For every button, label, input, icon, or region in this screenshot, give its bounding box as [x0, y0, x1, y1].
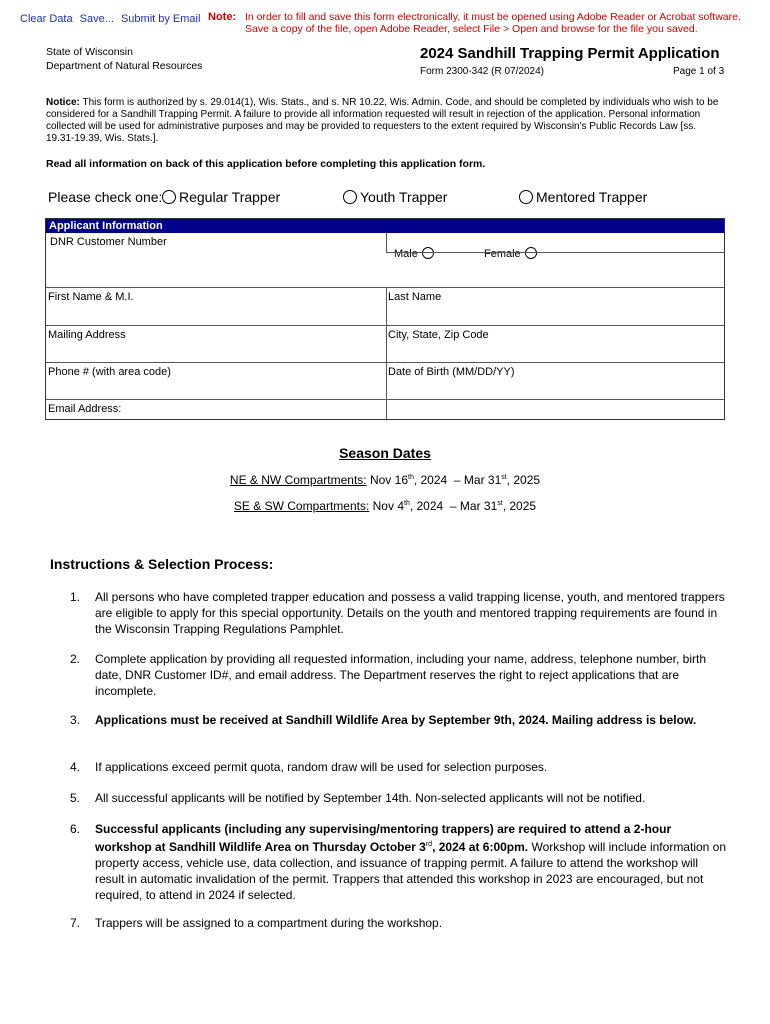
season-dates-title: Season Dates	[339, 445, 431, 461]
item6-sup: rd	[425, 841, 433, 848]
se-start-year: , 2024	[409, 499, 444, 513]
city-state-zip-label: City, State, Zip Code	[388, 329, 489, 341]
item6-bold-1: Successful applicants (including any supervising/mentoring trappers) are required to attend a 2-hour workshop at Sandhill Wildlife Area on Thursday October 3	[95, 822, 672, 854]
se-sep: – Mar 31	[449, 499, 498, 513]
dnr-customer-number-field[interactable]	[46, 233, 386, 288]
youth-trapper-label: Youth Trapper	[360, 189, 448, 205]
female-label: Female	[484, 248, 521, 260]
radio-circle-icon[interactable]	[519, 190, 533, 204]
ne-start-year: , 2024	[413, 473, 448, 487]
radio-circle-icon[interactable]	[343, 190, 357, 204]
department-name: Department of Natural Resources	[46, 60, 203, 72]
applicant-section-header: Applicant Information	[46, 219, 724, 233]
item-text: All successful applicants will be notified by September 14th. Non-selected applicants will not be notified.	[95, 791, 646, 805]
list-item	[70, 821, 730, 903]
ne-nw-season	[0, 473, 770, 487]
list-item	[70, 651, 730, 699]
page-title: 2024 Sandhill Trapping Permit Application	[420, 45, 720, 62]
item-number: 5.	[70, 791, 81, 805]
notice-label: Notice:	[46, 97, 80, 108]
note-line-1: In order to fill and save this form electronically, it must be opened using Adobe Reader or Acrobat software.	[245, 11, 741, 23]
list-item	[70, 759, 730, 775]
clear-data-button[interactable]: Clear Data	[20, 13, 73, 25]
email-label: Email Address:	[48, 403, 122, 415]
form-number: Form 2300-342 (R 07/2024)	[420, 66, 544, 77]
item-text: Trappers will be assigned to a compartment during the workshop.	[95, 916, 443, 930]
ne-end-year: , 2025	[506, 473, 541, 487]
item-text	[95, 821, 730, 903]
se-start-sup: th	[404, 500, 410, 507]
submit-email-button[interactable]: Submit by Email	[120, 13, 201, 25]
form-toolbar	[20, 13, 204, 25]
mailing-address-label: Mailing Address	[48, 329, 126, 341]
first-name-label: First Name & M.I.	[48, 291, 134, 303]
instructions-title: Instructions & Selection Process:	[50, 556, 274, 572]
se-end-sup: st	[497, 500, 503, 507]
item-number: 2.	[70, 652, 81, 666]
note-label: Note:	[208, 11, 237, 23]
email-field[interactable]	[46, 400, 386, 419]
item-number: 6.	[70, 822, 81, 836]
page-number: Page 1 of 3	[673, 66, 725, 77]
ne-sep: – Mar 31	[453, 473, 502, 487]
agency-block	[46, 45, 202, 73]
note-text	[245, 11, 765, 35]
mentored-trapper-option[interactable]	[519, 189, 647, 205]
list-item	[70, 589, 730, 637]
last-name-field[interactable]	[386, 288, 725, 326]
item-number: 3.	[70, 713, 81, 727]
item-text: Complete application by providing all requested information, including your name, address, telephone number, birth date, DNR Customer ID#, and email address. The Department reserves the right to reject applications that are incomplete.	[95, 652, 707, 698]
item-number: 1.	[70, 590, 81, 604]
phone-field[interactable]	[46, 363, 386, 400]
youth-trapper-option[interactable]	[343, 189, 447, 205]
trapper-type-selection	[48, 189, 748, 207]
se-sw-season	[0, 499, 770, 513]
regular-trapper-label: Regular Trapper	[179, 189, 281, 205]
item-number: 7.	[70, 916, 81, 930]
notice-paragraph	[46, 97, 726, 145]
read-all-instruction: Read all information on back of this application before completing this application form.	[46, 158, 486, 170]
dnr-customer-number-label: DNR Customer Number	[50, 236, 167, 248]
ne-nw-label: NE & NW Compartments:	[229, 473, 367, 487]
phone-label: Phone # (with area code)	[48, 366, 171, 378]
first-name-field[interactable]	[46, 288, 386, 326]
column-divider	[386, 288, 387, 419]
list-item	[70, 915, 730, 931]
male-label: Male	[394, 248, 418, 260]
city-state-zip-field[interactable]	[386, 326, 725, 363]
list-item	[70, 712, 730, 728]
radio-circle-icon[interactable]	[162, 190, 176, 204]
se-start: Nov 4	[372, 499, 404, 513]
item6-bold-2: , 2024 at 6:00pm.	[432, 840, 529, 854]
regular-trapper-option[interactable]	[162, 189, 280, 205]
date-of-birth-field[interactable]	[386, 363, 725, 400]
date-of-birth-label: Date of Birth (MM/DD/YY)	[388, 366, 515, 378]
list-item	[70, 790, 730, 806]
mailing-address-field[interactable]	[46, 326, 386, 363]
se-end-year: , 2025	[502, 499, 537, 513]
applicant-information-section	[45, 218, 725, 420]
ne-end-sup: st	[501, 474, 507, 481]
item-text: If applications exceed permit quota, random draw will be used for selection purposes.	[95, 760, 548, 774]
check-one-label: Please check one:	[48, 189, 163, 205]
gender-divider	[386, 233, 725, 253]
email-extra-field[interactable]	[386, 400, 725, 419]
ne-start-sup: th	[408, 474, 414, 481]
item6-rest: Workshop will include information on property access, vehicle use, data collection, and issuance of trapping permit. A failure to attend the workshop will result in automatic invalidation of the permit. Trappers that attended this workshop in 2023 are encouraged, but not required, to attend in 2024 if selected.	[95, 840, 727, 902]
mentored-trapper-label: Mentored Trapper	[536, 189, 648, 205]
state-name: State of Wisconsin	[46, 46, 133, 58]
last-name-label: Last Name	[388, 291, 442, 303]
save-button[interactable]: Save...	[79, 13, 114, 25]
note-line-2: Save a copy of the file, open Adobe Reader, select File > Open and browse for the file you saved.	[245, 23, 698, 35]
notice-text: This form is authorized by s. 29.014(1), Wis. Stats., and s. NR 10.22, Wis. Admin. Code, and should be completed by individuals who wish to be considered for a Sandhill Trapping Permit. A failure to provide all information requested will result in rejection of the application. Personal information collected will be used for administrative purposes and may be provided to requesters to the extent required by Wisconsin's Public Records Law [ss. 19.31-19.39, Wis. Stats.].	[46, 97, 719, 144]
item-number: 4.	[70, 760, 81, 774]
se-sw-label: SE & SW Compartments:	[233, 499, 370, 513]
ne-start: Nov 16	[369, 473, 408, 487]
item-text: All persons who have completed trapper education and possess a valid trapping license, youth, and mentored trappers are eligible to apply for this special opportunity. Details on the youth and mentored trapping requirements are found in the Wisconsin Trapping Regulations Pamphlet.	[95, 590, 725, 636]
item-text: Applications must be received at Sandhill Wildlife Area by September 9th, 2024. Mailing address is below.	[95, 713, 697, 727]
